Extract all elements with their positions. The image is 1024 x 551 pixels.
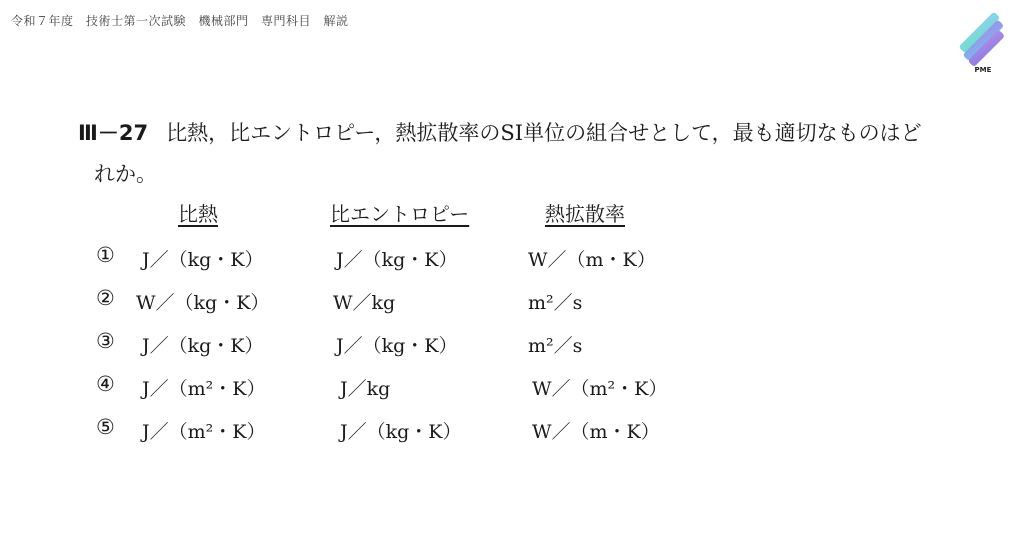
option-cell-specific-heat: J／（m²・K） [142,378,266,400]
option-number: ② [96,286,115,310]
page-header-title: 令和７年度 技術士第一次試験 機械部門 専門科目 解説 [11,14,349,28]
column-header-specific-heat: 比熱 [178,202,218,226]
pme-logo [958,10,1014,76]
logo-stripes-icon [958,10,1014,66]
option-cell-specific-entropy: W／kg [333,292,396,314]
option-cell-specific-heat: J／（m²・K） [142,421,266,443]
option-cell-specific-heat: W／（kg・K） [136,292,270,314]
option-number: ⑤ [96,415,115,439]
option-number: ④ [96,372,115,396]
column-header-thermal-diffusivity: 熱拡散率 [545,202,625,226]
option-cell-specific-entropy: J／（kg・K） [340,421,462,443]
option-cell-thermal-diffusivity: W／（m²・K） [532,378,668,400]
option-cell-thermal-diffusivity: W／（m・K） [532,421,660,443]
option-cell-thermal-diffusivity: m²／s [528,335,583,357]
option-cell-specific-entropy: J／kg [340,378,391,400]
option-cell-thermal-diffusivity: W／（m・K） [528,249,656,271]
option-cell-thermal-diffusivity: m²／s [528,292,583,314]
option-cell-specific-entropy: J／（kg・K） [336,335,458,357]
option-cell-specific-entropy: J／（kg・K） [336,249,458,271]
question-number: Ⅲ－27 [78,121,149,145]
logo-text: PME [974,66,992,74]
option-cell-specific-heat: J／（kg・K） [142,335,264,357]
option-cell-specific-heat: J／（kg・K） [142,249,264,271]
column-header-specific-entropy: 比エントロピー [330,202,470,226]
option-number: ③ [96,329,115,353]
question-text [78,113,958,195]
question-line-1: 比熱，比エントロピー，熱拡散率のSI単位の組合せとして，最も適切なものはど [166,121,922,145]
option-number: ① [96,243,115,267]
question-line-2: れか。 [94,162,157,186]
